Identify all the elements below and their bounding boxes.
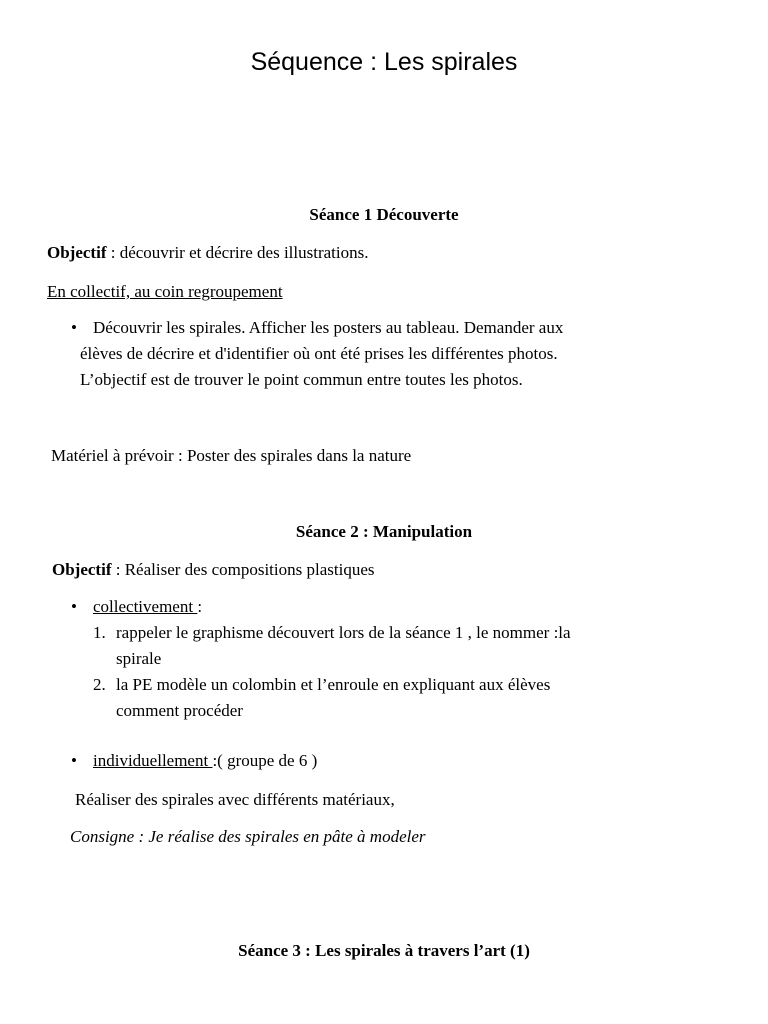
list-item-2-line-2: comment procéder: [116, 701, 243, 720]
individuellement-label: individuellement: [93, 751, 213, 770]
seance1-objectif-text: : découvrir et décrire des illustrations.: [106, 243, 369, 262]
seance1-objectif-label: Objectif: [47, 243, 107, 262]
document-title: Séquence : Les spirales: [250, 48, 518, 76]
seance2-bullet-collectivement: •: [71, 597, 77, 616]
individuellement-suffix: :( groupe de 6 ): [212, 751, 318, 770]
list-item-2-line-1: la PE modèle un colombin et l’enroule en expliquant aux élèves: [116, 675, 551, 694]
seance2-collectivement: [93, 597, 202, 617]
seance2-individuellement: [93, 751, 317, 771]
seance2-heading: Séance 2 : Manipulation: [295, 522, 473, 541]
seance2-objectif-text: : Réaliser des compositions plastiques: [111, 560, 375, 579]
seance1-bullet-line-2: élèves de décrire et d'identifier où ont été prises les différentes photos.: [80, 344, 558, 363]
seance1-bullet: •: [71, 318, 77, 337]
seance1-materiel: Matériel à prévoir : Poster des spirales dans la nature: [51, 446, 412, 465]
list-item-1-line-2: spirale: [116, 649, 162, 668]
seance2-realiser: Réaliser des spirales avec différents matériaux,: [75, 790, 395, 809]
seance1-context: En collectif, au coin regroupement: [47, 282, 283, 301]
seance2-objectif: [52, 560, 374, 580]
collectivement-label: collectivement: [93, 597, 198, 616]
seance2-objectif-label: Objectif: [52, 560, 112, 579]
seance3-heading: Séance 3 : Les spirales à travers l’art (1): [238, 941, 530, 960]
seance1-bullet-line-1: Découvrir les spirales. Afficher les posters au tableau. Demander aux: [93, 318, 564, 337]
seance2-consigne: Consigne : Je réalise des spirales en pâte à modeler: [70, 827, 426, 846]
list-item-2-number: 2.: [93, 675, 106, 694]
collectivement-suffix: :: [197, 597, 203, 616]
list-item-1-number: 1.: [93, 623, 106, 642]
seance2-bullet-individuellement: •: [71, 751, 77, 770]
list-item-1-line-1: rappeler le graphisme découvert lors de la séance 1 , le nommer :la: [116, 623, 571, 642]
seance1-objectif: [47, 243, 368, 263]
seance1-bullet-line-3: L’objectif est de trouver le point commun entre toutes les photos.: [80, 370, 523, 389]
seance1-heading: Séance 1 Découverte: [309, 205, 459, 224]
